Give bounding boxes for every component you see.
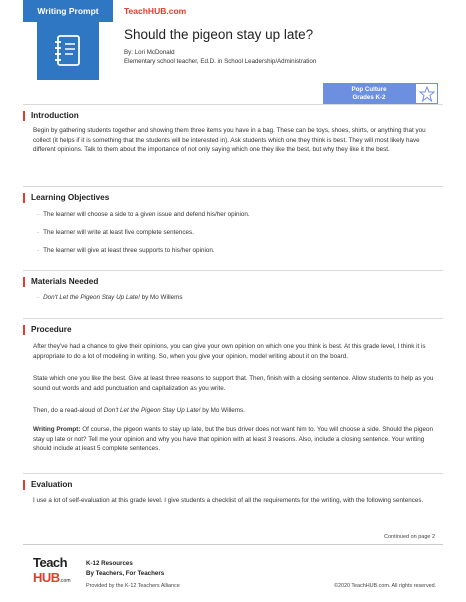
notebook-icon	[37, 22, 99, 80]
objective-item: · The learner will choose a side to a given issue and defend his/her opinion.	[37, 210, 437, 219]
teachhub-logo: Teach HUB.com	[33, 555, 71, 585]
subject-grades: Grades K-2	[352, 94, 386, 101]
book-title: Don't Let the Pigeon Stay Up Late!	[103, 407, 201, 414]
continued-note: Continued on page 2	[384, 534, 436, 540]
subject-category: Pop Culture	[351, 86, 387, 93]
procedure-paragraph-3	[33, 406, 443, 416]
introduction-heading: Introduction	[31, 111, 79, 120]
procedure-paragraph-1: After they've had a chance to give their opinions, you can give your own opinion on which one you think is best. At this grade level, I think it is appropriate to do a lot of modeling in writing. So, when you give your opinion, model writing about it on the board.	[33, 343, 426, 360]
book-title: Don't Let the Pigeon Stay Up Late!	[43, 294, 140, 301]
read-aloud-text: Then, do a read-aloud of	[33, 407, 104, 414]
materials-heading: Materials Needed	[31, 277, 99, 286]
section-marker	[23, 277, 25, 287]
section-marker	[23, 193, 25, 203]
copyright: ©2020 TeachHUB.com. All rights reserved.	[334, 583, 437, 589]
objective-item: · The learner will give at least three supports to his/her opinion.	[37, 246, 437, 255]
author-name: By: Lori McDonald	[124, 49, 175, 56]
writing-prompt-label: Writing Prompt:	[33, 426, 81, 433]
material-item	[37, 293, 437, 302]
procedure-section	[23, 318, 443, 335]
page-title: Should the pigeon stay up late?	[124, 27, 314, 42]
introduction-section	[23, 104, 443, 121]
section-marker	[23, 325, 25, 335]
footer-provider: Provided by the K-12 Teachers Alliance	[86, 583, 180, 589]
section-marker	[23, 480, 25, 490]
footer-resources: K-12 Resources	[86, 560, 133, 567]
procedure-heading: Procedure	[31, 325, 72, 334]
grade-star-icon	[415, 83, 438, 104]
writing-prompt-paragraph	[33, 425, 443, 454]
brand-name: TeachHUB.com	[124, 6, 187, 16]
writing-prompt-tab: Writing Prompt	[23, 0, 113, 22]
author-info	[124, 48, 316, 66]
objective-item: · The learner will write at least five complete sentences.	[37, 228, 437, 237]
subject-badge	[323, 83, 415, 104]
objectives-heading: Learning Objectives	[31, 193, 110, 202]
evaluation-heading: Evaluation	[31, 480, 73, 489]
evaluation-text: I use a lot of self-evaluation at this grade level. I give students a checklist of all the requirements for the writing, with the following sentences.	[33, 497, 424, 504]
writing-prompt-text: Of course, the pigeon wants to stay up late, but the bus driver does not want him to. You will choose a side. Should the pigeon stay up late or not? Tell me your opinion and why you have that opinion with at least 3 reasons. Also, include a closing sentence. Your writing should include at least 5 complete sentences.	[33, 426, 433, 453]
footer-divider	[23, 544, 443, 545]
objectives-section	[23, 186, 443, 203]
procedure-paragraph-2: State which one you like the best. Give at least three reasons to support that. Then, finish with a closing sentence. Allow students to help as you sound out words and add punctuation and capitalization as you write.	[33, 375, 434, 392]
evaluation-section	[23, 473, 443, 490]
author-description: Elementary school teacher, Ed.D. in School Leadership/Administration	[124, 58, 317, 65]
materials-section	[23, 270, 443, 287]
section-marker	[23, 111, 25, 121]
footer-tagline: By Teachers, For Teachers	[86, 570, 165, 577]
introduction-text: Begin by gathering students together and showing them three items you have in a bag. These can be toys, shoes, shirts, or anything that you collect (it helps if it is something that the students will be interested in). Ask students which one they think is best. They will most likely have different opinions. Talk to them about the importance of not only saying which one they like the best, but why they like it the best.	[33, 127, 426, 154]
book-author: by Mo Willems.	[200, 407, 245, 414]
book-author: by Mo Willems	[139, 294, 183, 301]
